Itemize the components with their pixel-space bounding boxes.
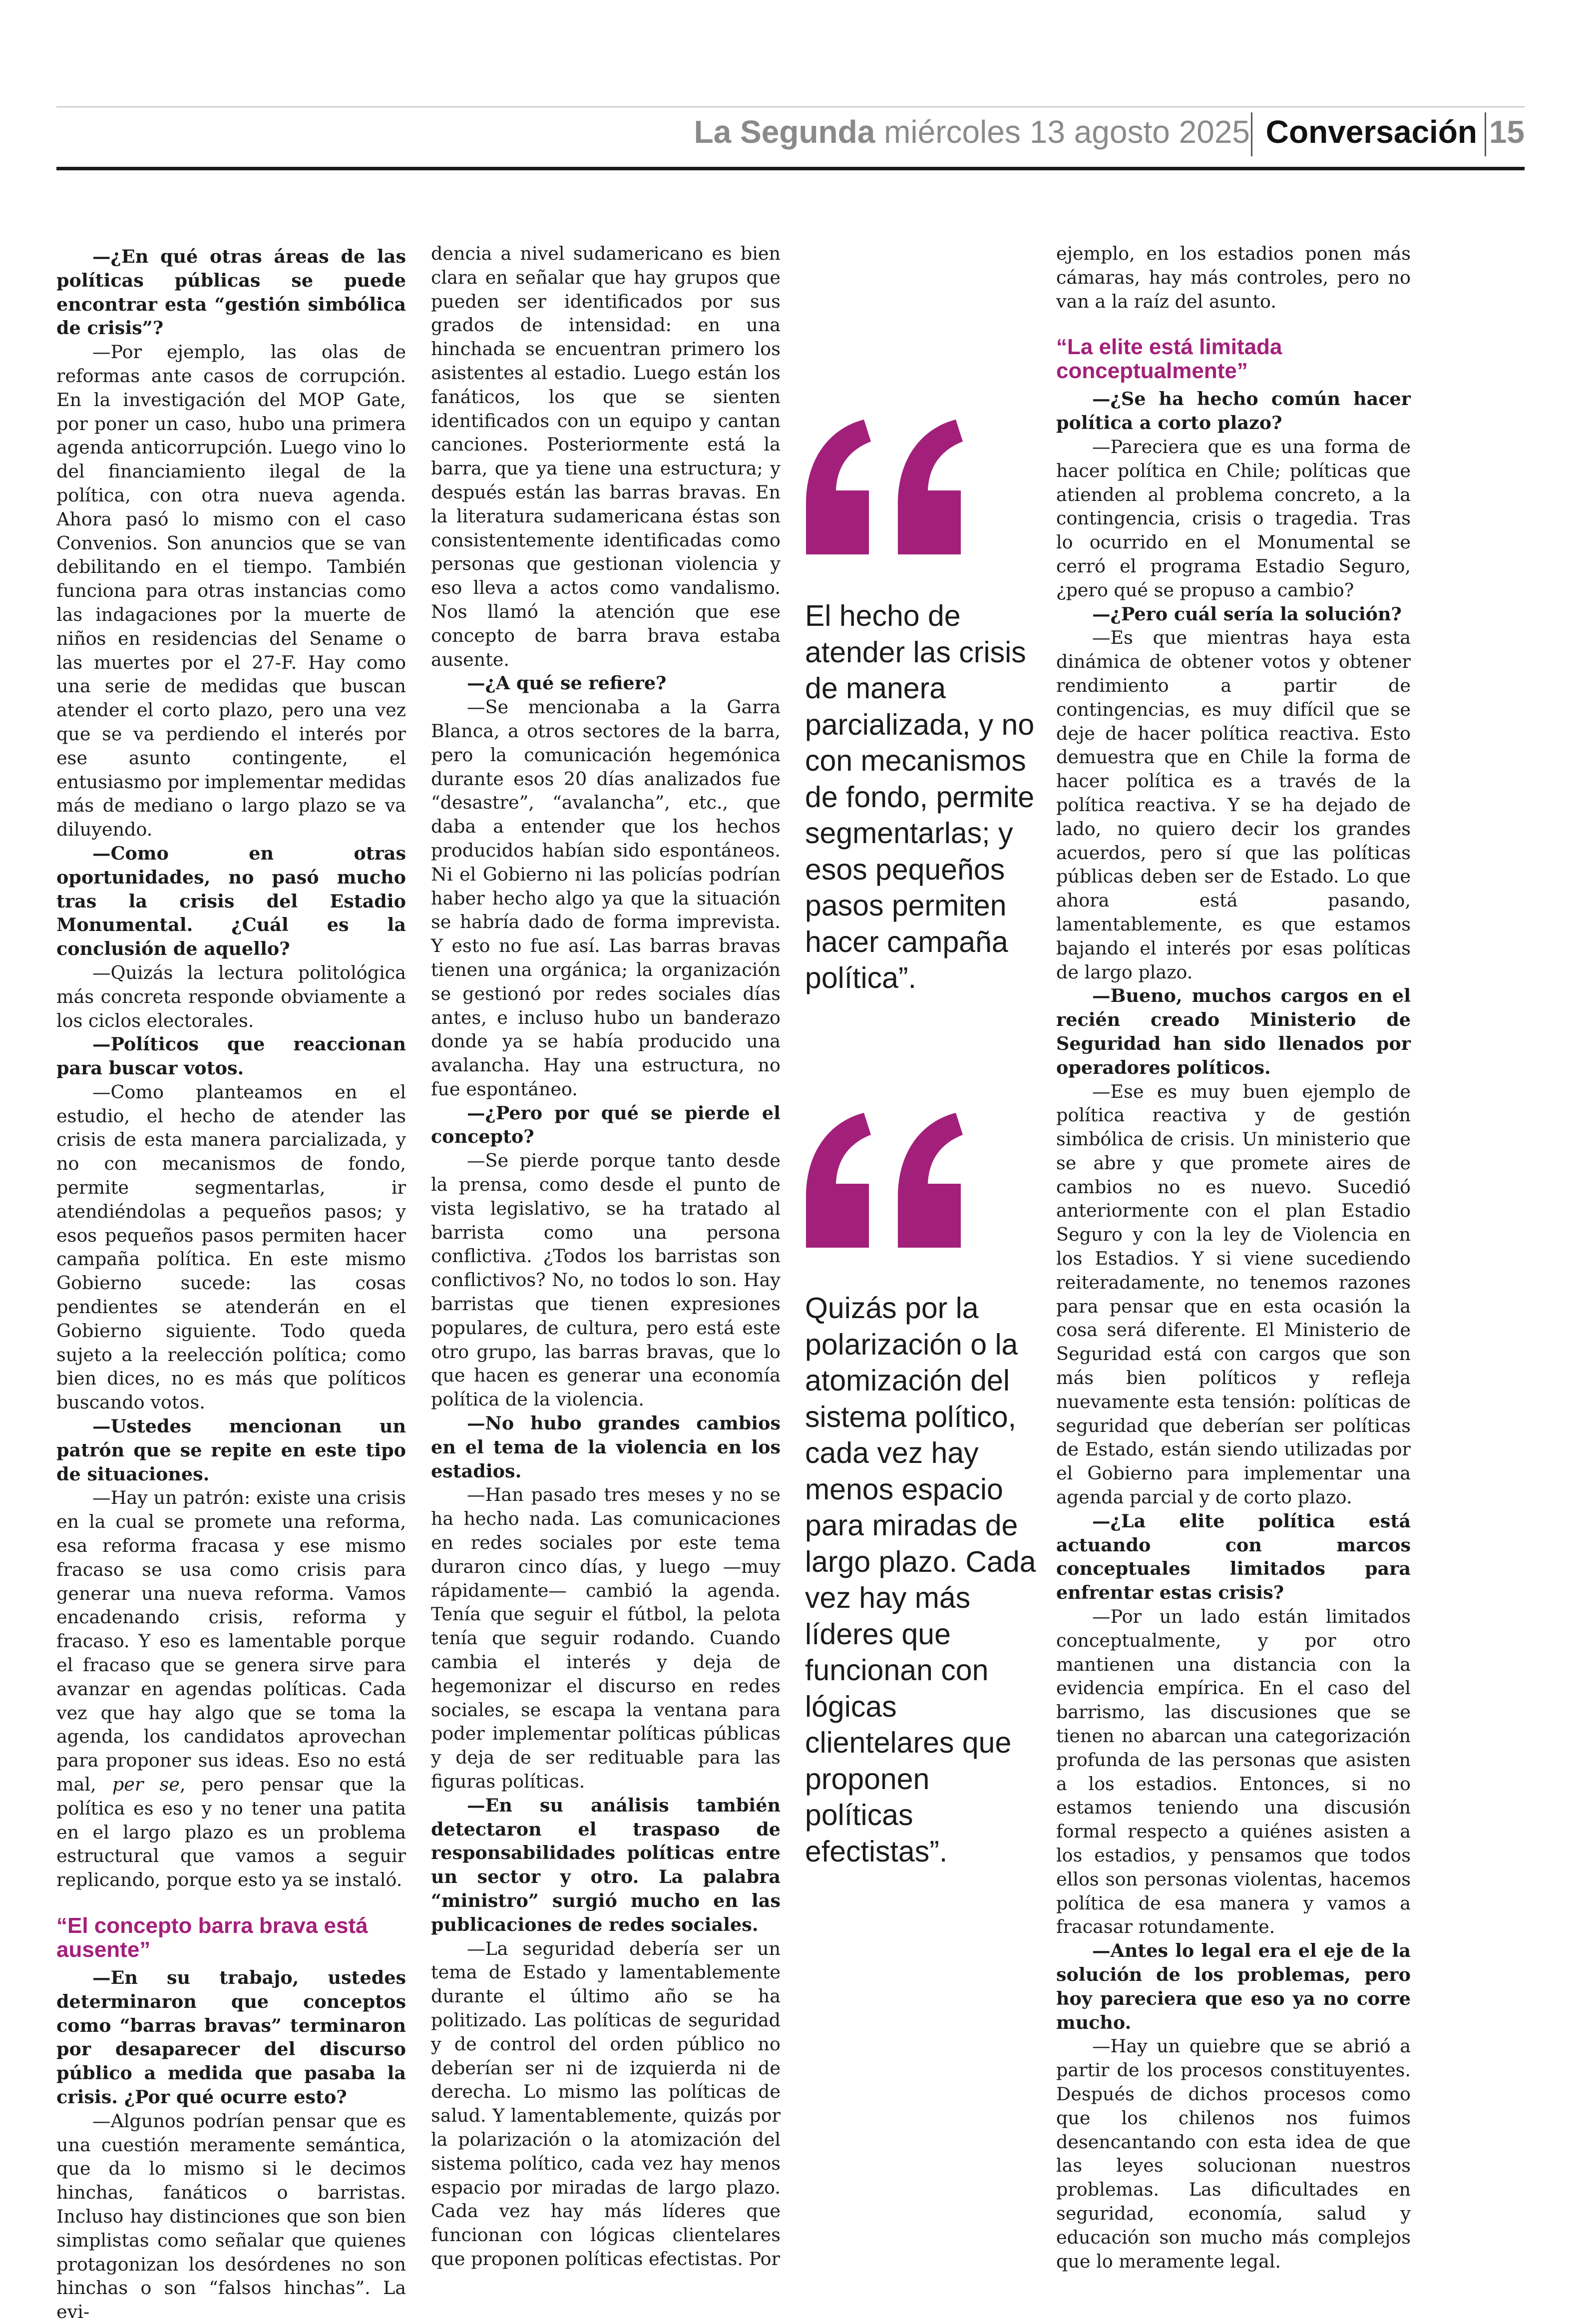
interview-question: —Antes lo legal era el eje de la solución de los problemas, pero hoy pareciera que eso ya no corre mucho. [1056,1940,1411,2033]
interview-question: —¿La elite política está actuando con marcos conceptuales limitados para enfrentar estas crisis? [1056,1510,1411,1604]
interview-answer: —Por ejemplo, las olas de reformas ante casos de corrupción. En la investigación del MOP Gate, por poner un caso, hubo una primera agenda anticorrupción. Luego vino lo del financiamiento ilegal de la política, con otra nueva agenda. Ahora pasó lo mismo con el caso Convenios. Son anuncios que se van debilitando en el tiempo. También funciona para otras instancias como las indagaciones por la muerte de niños en residencias del Sename o las muertes por el 27-F. Hay como una serie de medidas que buscan atender el corto plazo, pero una vez que se va perdiendo el interés por ese asunto contingente, el entusiasmo por implementar medidas más de mediano o largo plazo se va diluyendo. [56,341,406,841]
interview-answer: —Hay un patrón: existe una crisis en la cual se promete una reforma, esa reforma fracasa y ese mismo fracaso se usa como crisis para generar una nueva reforma. Vamos encadenando crisis, reforma y fracaso. Y eso es lamentable porque el fracaso que se genera sirve para avanzar en agendas políticas. Cada vez que hay algo que se toma la agenda, los candidatos aprovechan para proponer sus ideas. Eso no está mal, per se, pero pensar que la política es eso y no tener una patita en el largo plazo es un problema estructural que vamos a seguir replicando, porque esto ya se instaló. [56,1487,406,1891]
interview-question: —Ustedes mencionan un patrón que se repite en este tipo de situaciones. [56,1415,406,1485]
interview-answer: —Hay un quiebre que se abrió a partir de los procesos constituyentes. Después de dichos procesos como que los chilenos nos fuimos desencantando con esta idea de que las leyes solucionan nuestros problemas. Las dificultades en seguridad, economía, salud y educación son mucho más complejos que lo meramente legal. [1056,2035,1411,2272]
interview-answer: —Como planteamos en el estudio, el hecho de atender las crisis de esta manera parcializada, y no con mecanismos de fondo, permite segmentarlas, ir atendiéndolas a pequeños pasos; y esos pequeños pasos permiten hacer campaña política. En este mismo Gobierno sucede: las cosas pendientes se atenderán en el Gobierno siguiente. Todo queda sujeto a la reelección política; como bien dices, no es más que políticos buscando votos. [56,1081,406,1413]
interview-question: —¿A qué se refiere? [467,672,667,694]
quote-mark-icon [805,420,970,554]
interview-question: —Políticos que reaccionan para buscar votos. [56,1033,406,1079]
interview-answer: —Se pierde porque tanto desde la prensa, como desde el punto de vista legislativo, se ha tratado al barrista como una persona conflictiva. ¿Todos los barristas son conflictivos? No, no todos lo son. Hay barristas que tienen expresiones populares, de cultura, pero está este otro grupo, las barras bravas, que lo que hacen es generar una economía política de la violencia. [431,1150,781,1410]
interview-question: —¿Pero por qué se pierde el concepto? [431,1102,781,1148]
interview-answer: —La seguridad debería ser un tema de Estado y lamentablemente durante el último año se ha politizado. Las políticas de seguridad y de control del orden público no deberían ser ni de izquierda ni de derecha. Lo mismo las políticas de salud. Y lamentablemente, quizás por la polarización o la atomización del sistema político, cada vez hay menos espacio por miradas de largo plazo. Cada vez hay más líderes que funcionan con lógicas clientelares que proponen políticas efectistas. Por [431,1937,781,2270]
interview-question: —¿Se ha hecho común hacer política a corto plazo? [1056,388,1411,434]
article-column-2 [431,242,781,2271]
brand-name: La Segunda [694,114,875,150]
header-divider [1485,112,1486,156]
page-header [56,110,1525,165]
interview-answer: ejemplo, en los estadios ponen más cámaras, hay más controles, pero no van a la raíz del asunto. [1056,243,1411,312]
subheading: “El concepto barra brava está ausente” [56,1913,368,1962]
interview-answer: dencia a nivel sudamericano es bien clara en señalar que hay grupos que pueden ser identificados por sus grados de intensidad: en una hinchada se encuentran primero los asistentes al estadio. Luego están los fanáticos, los que se sienten identificados con un equipo y cantan canciones. Posteriormente está la barra, que ya tiene una estructura; y después están las barras bravas. En la literatura sudamericana éstas son consistentemente identificadas como personas que gestionan violencia y eso lleva a actos como vandalismo. Nos llamó la atención que ese concepto de barra brava estaba ausente. [431,243,781,670]
interview-answer: —Pareciera que es una forma de hacer política en Chile; políticas que atienden al problema concreto, a la contingencia, crisis o tragedia. Tras lo ocurrido en el Monumental se cerró el programa Estadio Seguro, ¿pero qué se propuso a cambio? [1056,436,1411,601]
header-divider [1251,112,1252,156]
interview-answer: —Ese es muy buen ejemplo de política reactiva y de gestión simbólica de crisis. Un ministerio que se abre y que promete aires de cambios no es nuevo. Sucedió anteriormente con el plan Estadio Seguro y con la ley de Violencia en los Estadios. Y si viene sucediendo reiteradamente, no tenemos razones para pensar que en esta ocasión la cosa será diferente. El Ministerio de Seguridad está con cargos que son más bien políticos y refleja nuevamente esta tensión: políticas de seguridad que deberían ser políticas de Estado, están siendo utilizadas por el Gobierno para implementar una agenda parcial y de corto plazo. [1056,1080,1411,1508]
italic-phrase: per se [112,1774,180,1795]
header-bottom-rule [56,167,1525,170]
interview-answer: —Es que mientras haya esta dinámica de obtener votos y obtener rendimiento a partir de contingencias, es muy difícil que se deje de hacer política reactiva. Esto demuestra que en Chile la forma de hacer política es a través de la política reactiva. Y se ha dejado de lado, no quiero decir los grandes acuerdos, pero sí que las políticas públicas deben ser de Estado. Lo que ahora está pasando, lamentablemente, es que estamos bajando el interés por esas políticas de largo plazo. [1056,627,1411,983]
interview-question: —¿Pero cuál sería la solución? [1092,603,1402,625]
article-column-3 [1056,242,1411,2273]
pull-quote: Quizás por la polarización o la atomización del sistema político, cada vez hay menos espacio para miradas de largo plazo. Cada vez hay más líderes que funcionan con lógicas clientelares que proponen políticas efectistas”. [805,1292,1036,1868]
masthead [694,113,1250,151]
interview-question: —En su trabajo, ustedes determinaron que conceptos como “barras bravas” terminaron por desaparecer del discurso público a medida que pasaba la crisis. ¿Por qué ocurre esto? [56,1966,406,2108]
issue-date: miércoles 13 agosto 2025 [884,114,1250,150]
interview-question: —Bueno, muchos cargos en el recién creado Ministerio de Seguridad han sido llenados por operadores políticos. [1056,985,1411,1078]
interview-question: —Como en otras oportunidades, no pasó mucho tras la crisis del Estadio Monumental. ¿Cuál es la conclusión de aquello? [56,842,406,960]
subheading: “La elite está limitada conceptualmente” [1056,335,1282,384]
article-column-1 [56,245,406,2324]
interview-answer: —Por un lado están limitados conceptualmente, y por otro mantienen una distancia con la evidencia empírica. En el caso del barrismo, las discusiones que se tienen no abarcan una categorización profunda de las personas que asisten a los estadios. Entonces, si no estamos teniendo una discusión formal respecto a quiénes asisten a los estadios, y pensamos que todos ellos son personas violentas, hacemos política de esa manera y vamos a fracasar rotundamente. [1056,1606,1411,1938]
page-number: 15 [1489,114,1525,150]
interview-answer: —Se mencionaba a la Garra Blanca, a otros sectores de la barra, pero la comunicación hegemónica durante esos 20 días analizados fue “desastre”, “avalancha”, etc., que daba a entender que los hechos producidos habían sido espontáneos. Ni el Gobierno ni las policías podrían haber hecho algo ya que la situación se habría dado de forma imprevista. Y esto no fue así. Las barras bravas tienen una orgánica; la organización se gestionó por redes sociales días antes, e incluso hubo un banderazo donde ya se había producido una avalancha. Hay una estructura, no fue espontáneo. [431,696,781,1100]
interview-answer: —Quizás la lectura politológica más concreta responde obviamente a los ciclos electorales. [56,961,406,1031]
interview-question: —En su análisis también detectaron el traspaso de responsabilidades políticas entre un sector y otro. La palabra “ministro” surgió mucho en las publicaciones de redes sociales. [431,1794,781,1935]
interview-answer: —Han pasado tres meses y no se ha hecho nada. Las comunicaciones en redes sociales por este tema duraron cinco días, y luego —muy rápidamente— cambió la agenda. Tenía que seguir el fútbol, la pelota tenía que seguir rodando. Cuando cambia el interés y deja de hegemonizar el discurso en redes sociales, se escapa la ventana para poder implementar políticas públicas y deja de ser redituable para las figuras políticas. [431,1484,781,1792]
pull-quote: El hecho de atender las crisis de manera parcializada, y no con mecanismos de fondo, permite segmentarlas; y esos pequeños pasos permiten hacer campaña política”. [805,599,1035,994]
interview-answer: —Algunos podrían pensar que es una cuestión meramente semántica, que da lo mismo si le decimos hinchas, fanáticos o barristas. Incluso hay distinciones que son bien simplistas como señalar que quienes protagonizan los desórdenes no son hinchas o son “falsos hinchas”. La evi- [56,2110,406,2323]
quote-mark-icon [805,1113,970,1248]
header-top-rule [56,106,1525,107]
interview-question: —¿En qué otras áreas de las políticas públicas se puede encontrar esta “gestión simbólica de crisis”? [56,246,406,339]
section-name: Conversación [1265,114,1477,150]
interview-question: —No hubo grandes cambios en el tema de la violencia en los estadios. [431,1412,781,1482]
